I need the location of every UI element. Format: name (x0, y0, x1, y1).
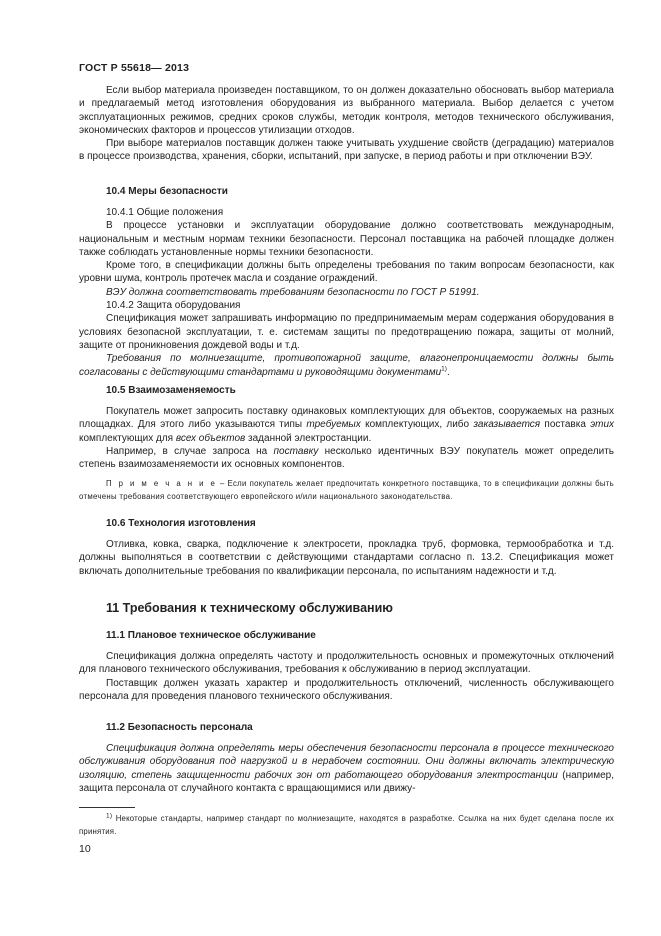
paragraph (79, 405, 614, 445)
page-number: 10 (79, 843, 91, 855)
italic-text: заказывается (473, 419, 541, 431)
footnote-ref: 1) (441, 365, 447, 373)
footnote-mark: 1) (106, 812, 113, 820)
text: Например, в случае запроса на (106, 445, 274, 457)
section-11-2-body (79, 742, 614, 795)
paragraph: Поставщик должен указать характер и продолжительность отключений, численность обслуживающего персонала для проведения планового технического обслуживания. (79, 677, 614, 702)
punctuation: . (446, 366, 450, 378)
paragraph (79, 352, 614, 379)
text: несколько идентичных ВЭУ покупатель может определить степень взаимозаменяемости их основных компонентов. (79, 445, 614, 471)
note (79, 477, 614, 503)
paragraph (79, 286, 614, 299)
intro-section (79, 84, 614, 164)
section-heading-11-1: 11.1 Плановое техническое обслуживание (106, 630, 316, 641)
note-text: – Если покупатель желает предпочитать конкретного поставщика, то в спецификации должны быть отмечены требования соответствующего европейского и/или национального законодательства. (79, 479, 614, 501)
paragraph (79, 742, 614, 795)
italic-text: поставку (273, 445, 319, 457)
subsection-heading-10-4-1: 10.4.1 Общие положения (106, 207, 224, 218)
footnote-divider (79, 807, 135, 808)
section-10-4-body (79, 206, 614, 379)
italic-text: ВЭУ должна соответствовать требованиям безопасности по ГОСТ Р 51991. (106, 286, 480, 298)
section-heading-11-2: 11.2 Безопасность персонала (106, 722, 253, 733)
italic-text: Спецификация должна определять меры обеспечения безопасности персонала в процессе технического обслуживания оборудования под нагрузкой и в нерабочем состоянии. Они должны включать электрическую изоляцию, степень защищенности рабочих зон от работающего оборудования электростанции (79, 743, 614, 781)
note-label: П р и м е ч а н и е (106, 479, 218, 488)
paragraph: При выборе материалов поставщик должен также учитывать ухудшение свойств (деградацию) материалов в процессе производства, хранения, сборки, испытаний, при запуске, в период работы и при отключении ВЭУ. (79, 138, 614, 163)
text: комплектующих для (79, 432, 176, 444)
paragraph: Спецификация может запрашивать информацию по предпринимаемым мерам содержания оборудования в условиях безопасной эксплуатации, т. е. системам защиты по предотвращению пожара, защиты от молний, защите от проникновения дождевой воды и т.д. (79, 313, 614, 351)
subsection-heading-10-4-2: 10.4.2 Защита оборудования (106, 300, 241, 312)
section-10-6-body (79, 538, 614, 578)
text: (например, защита персонала от случайного контакта с вращающимися или движу- (79, 769, 614, 794)
section-heading-11: 11 Требования к техническому обслуживанию (106, 601, 393, 615)
section-heading-10-5: 10.5 Взаимозаменяемость (106, 385, 236, 396)
paragraph (79, 445, 614, 472)
paragraph: Отливка, ковка, сварка, подключение к электросети, прокладка труб, формовка, термообработка и т.д. должны выполняться в соответствии с действующими стандартами согласно п. 13.2. Спецификация может включать дополнительные требования по квалификации персонала, по испытаниям надежности и т.д. (79, 539, 614, 577)
footnote (79, 813, 614, 838)
section-10-5-body (79, 405, 614, 471)
paragraph: Кроме того, в спецификации должны быть определены требования по таким вопросам безопасности, как уровни шума, контроль протечек масла и создание ограждений. (79, 260, 614, 285)
standard-header: ГОСТ Р 55618— 2013 (79, 62, 190, 74)
section-heading-10-6: 10.6 Технология изготовления (106, 518, 256, 529)
text: комплектующих, либо (360, 419, 474, 431)
text: заданной электростанции. (245, 432, 372, 444)
italic-text: этих (590, 419, 615, 431)
section-heading-10-4: 10.4 Меры безопасности (106, 186, 228, 197)
paragraph: Спецификация должна определять частоту и продолжительность основных и промежуточных отключений для планового технического обслуживания, требования к обслуживанию в период эксплуатации. (79, 651, 614, 676)
section-11-1-body (79, 650, 614, 703)
footnote-text: Некоторые стандарты, например стандарт по молниезащите, находятся в разработке. Ссылка на них будет сделана после их принятия. (79, 814, 614, 836)
italic-text: Требования по молниезащите, противопожарной защите, влагонепроницаемости должны быть согласованы с действующими стандартами и руководящими документами (79, 353, 614, 378)
italic-text: требуемых (306, 419, 361, 431)
italic-text: всех объектов (175, 432, 246, 444)
paragraph: В процессе установки и эксплуатации оборудование должно соответствовать международным, национальным и местным нормам техники безопасности. Персонал поставщика на рабочей площадке должен также соблюдать установленные нормы техники безопасности. (79, 220, 614, 258)
text: Покупатель может запросить поставку одинаковых комплектующих для объектов, сооружаемых на разных площадках. Для этого либо указываются типы (79, 406, 614, 431)
paragraph: Если выбор материала произведен поставщиком, то он должен доказательно обосновать выбор материала и предлагаемый метод изготовления оборудования из выбранного материала. Выбор делается с учетом эксплуатационных режимов, средних сроков службы, методик контроля, методов технического обслуживания, экономических факторов и процессов утилизации отходов. (79, 85, 614, 136)
text: поставка (540, 419, 591, 431)
